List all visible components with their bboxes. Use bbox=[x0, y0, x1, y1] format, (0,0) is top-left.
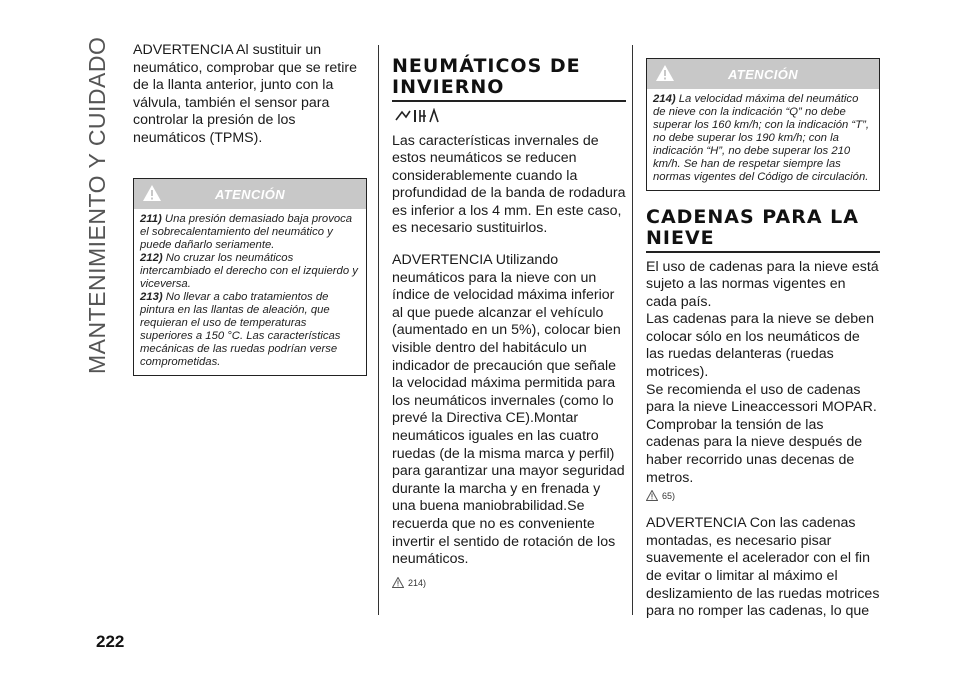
snow-tire-icon bbox=[394, 108, 440, 124]
warning-item-text: No cruzar los neumáticos intercambiado el derecho con el izquierdo y viceversa. bbox=[140, 251, 358, 290]
warning-item-number: 214) bbox=[653, 93, 676, 105]
warning-item-text: La velocidad máxima del neumático de nieve con la indicación “Q” no debe superar los 160 km/h; con la indicación “T”, no debe superar los 190 km/h; con la indicación “H”, no debe superar los 210 km/h. Se han de respetar siempre las normas vigentes del Código de circulación. bbox=[653, 93, 869, 183]
reference-number: 214) bbox=[408, 577, 427, 588]
column-1 bbox=[133, 42, 367, 376]
warning-item-number: 211) bbox=[140, 212, 162, 225]
side-section-title-text: MANTENIMIENTO Y CUIDADO bbox=[84, 36, 110, 374]
winter-tires-para-2: ADVERTENCIA Utilizando neumáticos para la nieve con un índice de velocidad máxima inferior al que puede alcanzar el vehículo (aumentado en un 5%), colocar bien visible dentro del habitáculo un indicador de precaución que señale la velocidad máxima permitida para los neumáticos invernales (como lo prevé la Directiva CE).Montar neumáticos iguales en las cuatro ruedas (de la misma marca y perfil) para garantizar una mayor seguridad durante la marcha y en frenada y una buena maniobrabilidad.Se recuerda que no es conveniente invertir el sentido de rotación de los neumáticos. bbox=[392, 252, 625, 568]
warning-triangle-small-icon bbox=[646, 490, 658, 501]
heading-rule bbox=[392, 100, 626, 102]
reference-number: 65) bbox=[662, 491, 676, 502]
warning-item-212 bbox=[140, 252, 360, 291]
column-2 bbox=[392, 42, 626, 588]
warning-item-211 bbox=[140, 213, 360, 252]
warning-triangle-small-icon bbox=[392, 577, 404, 588]
warning-body bbox=[134, 209, 366, 375]
warning-title: ATENCIÓN bbox=[214, 186, 286, 202]
snow-chains-para-4: ADVERTENCIA Con las cadenas montadas, es necesario pisar suavemente el acelerador con el fin de evitar o limitar al máximo el deslizamiento de las ruedas motrices para no romper las cadenas, lo que bbox=[646, 515, 880, 620]
heading-line-2: NIEVE bbox=[646, 227, 715, 249]
side-section-title bbox=[84, 36, 124, 374]
warning-item-number: 213) bbox=[140, 290, 163, 303]
reference-214 bbox=[392, 577, 626, 588]
warning-body bbox=[647, 89, 879, 190]
warning-item-number: 212) bbox=[140, 251, 163, 264]
advertencia-tpms: ADVERTENCIA Al sustituir un neumático, comprobar que se retire de la llanta anterior, junto con la válvula, también el sensor para controlar la presión de los neumáticos (TPMS). bbox=[133, 42, 357, 146]
column-divider-2 bbox=[632, 45, 633, 615]
warning-item-text: No llevar a cabo tratamientos de pintura en las llantas de aleación, que requieran el uso de temperaturas superiores a 150 °C. Las características mecánicas de las ruedas podrían verse comprometidas. bbox=[140, 290, 341, 368]
warning-box-2 bbox=[646, 58, 880, 191]
heading-line-1: CADENAS PARA LA bbox=[646, 206, 859, 228]
snow-chains-para-3: Se recomienda el uso de cadenas para la nieve Lineaccessori MOPAR. Comprobar la tensión de las cadenas para la nieve después de haber recorrido unas decenas de metros. bbox=[646, 381, 877, 486]
section-heading-snow-chains bbox=[646, 207, 880, 249]
snow-chains-para-2: Las cadenas para la nieve se deben colocar sólo en los neumáticos de las ruedas delanteras (ruedas motrices). bbox=[646, 311, 874, 381]
warning-box-1 bbox=[133, 178, 367, 376]
warning-header bbox=[647, 59, 879, 89]
column-divider-1 bbox=[378, 45, 379, 615]
warning-item-213 bbox=[140, 291, 360, 369]
warning-header bbox=[134, 179, 366, 209]
heading-line-2: INVIERNO bbox=[392, 76, 505, 98]
section-heading-winter-tires bbox=[392, 56, 626, 98]
reference-65 bbox=[646, 490, 880, 501]
snow-chains-para-1: El uso de cadenas para la nieve está sujeto a las normas vigentes en cada país. bbox=[646, 258, 879, 310]
warning-item-text: Una presión demasiado baja provoca el sobrecalentamiento del neumático y puede dañarlo seriamente. bbox=[140, 212, 353, 251]
warning-item-214 bbox=[653, 93, 873, 184]
warning-title: ATENCIÓN bbox=[727, 67, 799, 82]
winter-tires-para-1: Las características invernales de estos neumáticos se reducen considerablemente cuando la profundidad de la banda de rodadura es inferior a los 4 mm. En este caso, es necesario sustituirlos. bbox=[392, 132, 626, 237]
column-3 bbox=[646, 42, 880, 621]
page-number: 222 bbox=[96, 632, 125, 651]
heading-line-1: NEUMÁTICOS DE bbox=[392, 55, 581, 77]
